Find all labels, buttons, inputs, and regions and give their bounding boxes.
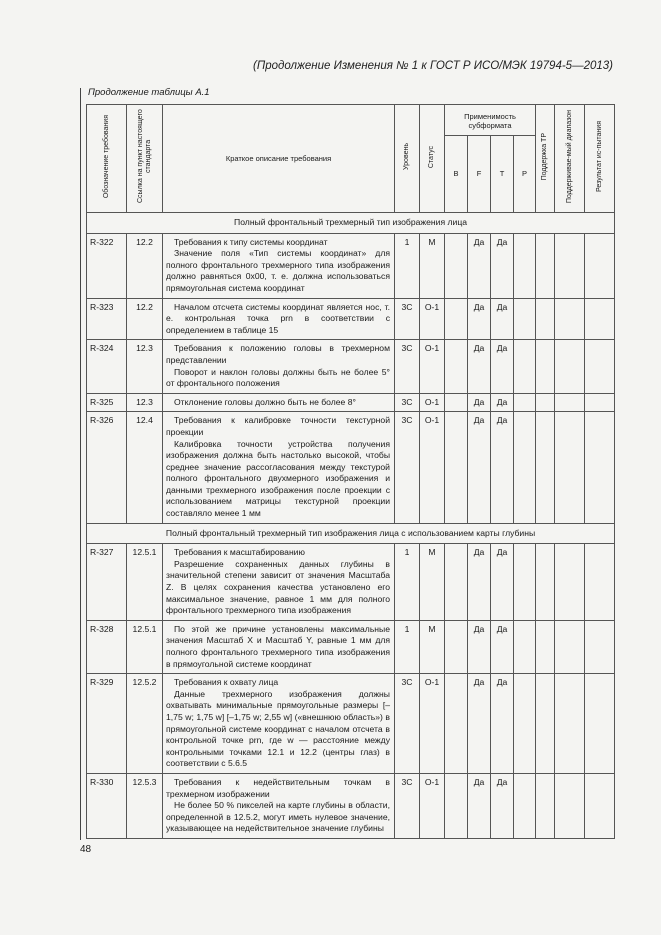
sub-t-cell: Да bbox=[491, 620, 514, 673]
table-row bbox=[87, 544, 615, 621]
table-row bbox=[87, 674, 615, 774]
description-paragraph: Разрешение сохраненных данных глубины в значительной степени зависит от значения Масштаба Z. В целях сохранения качества установлено его максимальное значение, равное 1 мм для полного фронтального трехмерного типа изображения bbox=[166, 558, 390, 616]
requirement-id: R-324 bbox=[87, 340, 127, 393]
sub-p-cell bbox=[514, 412, 536, 523]
sub-p-cell bbox=[514, 340, 536, 393]
range-cell bbox=[555, 298, 585, 340]
level-cell: 3С bbox=[395, 773, 420, 838]
sub-b-cell bbox=[445, 412, 468, 523]
col-t-header: Т bbox=[491, 136, 514, 213]
sub-p-cell bbox=[514, 674, 536, 774]
sub-t-cell: Да bbox=[491, 544, 514, 621]
sub-t-cell: Да bbox=[491, 340, 514, 393]
status-cell: M bbox=[420, 620, 445, 673]
status-cell: О-1 bbox=[420, 674, 445, 774]
tp-support-cell bbox=[536, 340, 555, 393]
sub-b-cell bbox=[445, 393, 468, 412]
clause-ref: 12.5.1 bbox=[127, 544, 163, 621]
col-desc-header: Краткое описание требования bbox=[163, 105, 395, 213]
level-cell: 1 bbox=[395, 620, 420, 673]
range-cell bbox=[555, 674, 585, 774]
sub-f-cell: Да bbox=[468, 773, 491, 838]
section-row bbox=[87, 213, 615, 234]
sub-p-cell bbox=[514, 233, 536, 298]
clause-ref: 12.5.1 bbox=[127, 620, 163, 673]
sub-f-cell: Да bbox=[468, 393, 491, 412]
header-row-1 bbox=[87, 105, 615, 136]
col-level-header: Уровень bbox=[395, 105, 420, 213]
tp-support-cell bbox=[536, 773, 555, 838]
requirement-description bbox=[163, 674, 395, 774]
sub-t-cell: Да bbox=[491, 674, 514, 774]
tp-support-cell bbox=[536, 233, 555, 298]
status-cell: О-1 bbox=[420, 773, 445, 838]
description-paragraph: Требования к положению головы в трехмерном представлении bbox=[166, 343, 390, 365]
tp-support-cell bbox=[536, 544, 555, 621]
sub-b-cell bbox=[445, 544, 468, 621]
requirements-table bbox=[86, 104, 615, 839]
table-row bbox=[87, 620, 615, 673]
sub-p-cell bbox=[514, 620, 536, 673]
result-cell bbox=[585, 233, 615, 298]
margin-bar bbox=[80, 88, 81, 840]
sub-f-cell: Да bbox=[468, 674, 491, 774]
requirement-id: R-323 bbox=[87, 298, 127, 340]
level-cell: 3С bbox=[395, 298, 420, 340]
sub-p-cell bbox=[514, 393, 536, 412]
tp-support-cell bbox=[536, 620, 555, 673]
clause-ref: 12.3 bbox=[127, 393, 163, 412]
col-p-header: Р bbox=[514, 136, 536, 213]
col-range-header: Поддерживае-мый диапазон bbox=[555, 105, 585, 213]
description-paragraph: По этой же причине установлены максимальные значения Масштаб X и Масштаб Y, равные 1 мм для полного фронтального трехмерного типа изображения в прямоугольной системе координат bbox=[166, 623, 390, 669]
level-cell: 3С bbox=[395, 340, 420, 393]
col-result-header: Результат ис-пытания bbox=[585, 105, 615, 213]
col-id-header: Обозначение требования bbox=[87, 105, 127, 213]
col-ref-header: Ссылка на пункт настоящего стандарта bbox=[127, 105, 163, 213]
clause-ref: 12.5.3 bbox=[127, 773, 163, 838]
sub-t-cell: Да bbox=[491, 298, 514, 340]
range-cell bbox=[555, 544, 585, 621]
level-cell: 3С bbox=[395, 674, 420, 774]
col-status-header: Статус bbox=[420, 105, 445, 213]
sub-p-cell bbox=[514, 298, 536, 340]
level-cell: 1 bbox=[395, 233, 420, 298]
result-cell bbox=[585, 674, 615, 774]
sub-f-cell: Да bbox=[468, 340, 491, 393]
clause-ref: 12.4 bbox=[127, 412, 163, 523]
result-cell bbox=[585, 393, 615, 412]
status-cell: M bbox=[420, 544, 445, 621]
range-cell bbox=[555, 412, 585, 523]
result-cell bbox=[585, 340, 615, 393]
result-cell bbox=[585, 773, 615, 838]
sub-f-cell: Да bbox=[468, 620, 491, 673]
range-cell bbox=[555, 773, 585, 838]
col-applicability-header: Применимость субформата bbox=[445, 105, 536, 136]
requirement-id: R-322 bbox=[87, 233, 127, 298]
requirement-id: R-327 bbox=[87, 544, 127, 621]
sub-f-cell: Да bbox=[468, 412, 491, 523]
requirement-id: R-326 bbox=[87, 412, 127, 523]
col-b-header: В bbox=[445, 136, 468, 213]
table-caption: Продолжение таблицы А.1 bbox=[88, 87, 210, 98]
sub-p-cell bbox=[514, 773, 536, 838]
level-cell: 3С bbox=[395, 412, 420, 523]
status-cell: О-1 bbox=[420, 298, 445, 340]
description-paragraph: Требования к типу системы координат bbox=[174, 236, 328, 247]
page-number: 48 bbox=[80, 844, 92, 855]
requirement-id: R-325 bbox=[87, 393, 127, 412]
sub-f-cell: Да bbox=[468, 544, 491, 621]
section-row bbox=[87, 523, 615, 544]
sub-t-cell: Да bbox=[491, 412, 514, 523]
level-cell: 1 bbox=[395, 544, 420, 621]
section-title: Полный фронтальный трехмерный тип изображения лица bbox=[87, 213, 615, 234]
result-cell bbox=[585, 298, 615, 340]
sub-b-cell bbox=[445, 340, 468, 393]
document-header: (Продолжение Изменения № 1 к ГОСТ Р ИСО/МЭК 19794-5—2013) bbox=[253, 60, 613, 72]
sub-b-cell bbox=[445, 298, 468, 340]
clause-ref: 12.5.2 bbox=[127, 674, 163, 774]
requirement-description bbox=[163, 340, 395, 393]
requirement-description bbox=[163, 393, 395, 412]
range-cell bbox=[555, 233, 585, 298]
requirement-description bbox=[163, 773, 395, 838]
description-paragraph: Не более 50 % пикселей на карте глубины в области, определенной в 12.5.2, могут иметь нулевое значение, указывающее на недействительное значение глубины bbox=[166, 800, 390, 834]
table-row bbox=[87, 298, 615, 340]
result-cell bbox=[585, 412, 615, 523]
level-cell: 3С bbox=[395, 393, 420, 412]
sub-f-cell: Да bbox=[468, 233, 491, 298]
clause-ref: 12.2 bbox=[127, 233, 163, 298]
range-cell bbox=[555, 620, 585, 673]
requirement-description bbox=[163, 620, 395, 673]
range-cell bbox=[555, 340, 585, 393]
col-tp-header: Поддержка ТР bbox=[536, 105, 555, 213]
requirement-description bbox=[163, 233, 395, 298]
description-paragraph: Отклонение головы должно быть не более 8° bbox=[174, 396, 356, 407]
col-f-header: F bbox=[468, 136, 491, 213]
table-row bbox=[87, 393, 615, 412]
description-paragraph: Требования к калибровке точности текстурной проекции bbox=[166, 415, 390, 437]
status-cell: О-1 bbox=[420, 393, 445, 412]
description-paragraph: Требования к недействительным точкам в трехмерном изображении bbox=[166, 776, 390, 799]
description-paragraph: Данные трехмерного изображения должны охватывать минимальные прямоугольные размеры [–1,75 w; 1,75 w] [–1,75 w; 2,55 w] («внешнюю область») в прямоугольной системе координат с началом отсчета в контрольной точке prn, где w — расстояние между контрольными точками 12.1 и 12.2 (центры глаз) в соответствии с 5.6.5 bbox=[166, 688, 390, 769]
requirement-description bbox=[163, 412, 395, 523]
description-paragraph: Калибровка точности устройства получения изображения должна быть настолько высокой, чтобы среднее значение рассогласования между текстурой полного фронтального двухмерного изображения и данными трехмерного изображения после проекции с использованием матрицы текстурной проекции составляло менее 1 мм bbox=[166, 438, 390, 519]
tp-support-cell bbox=[536, 674, 555, 774]
requirement-description bbox=[163, 544, 395, 621]
requirement-id: R-329 bbox=[87, 674, 127, 774]
sub-t-cell: Да bbox=[491, 393, 514, 412]
requirement-id: R-328 bbox=[87, 620, 127, 673]
range-cell bbox=[555, 393, 585, 412]
status-cell: О-1 bbox=[420, 340, 445, 393]
result-cell bbox=[585, 620, 615, 673]
sub-t-cell: Да bbox=[491, 233, 514, 298]
table-row bbox=[87, 233, 615, 298]
description-paragraph: Значение поля «Тип системы координат» для полного фронтального трехмерного типа изображения должно равняться 0x00, т. е. должна использоваться прямоугольная система координат bbox=[166, 248, 390, 293]
sub-f-cell: Да bbox=[468, 298, 491, 340]
tp-support-cell bbox=[536, 412, 555, 523]
sub-b-cell bbox=[445, 620, 468, 673]
sub-b-cell bbox=[445, 773, 468, 838]
sub-b-cell bbox=[445, 674, 468, 774]
requirement-id: R-330 bbox=[87, 773, 127, 838]
description-paragraph: Требования к охвату лица bbox=[174, 677, 279, 688]
description-paragraph: Требования к масштабированию bbox=[174, 547, 305, 558]
table-row bbox=[87, 340, 615, 393]
clause-ref: 12.2 bbox=[127, 298, 163, 340]
tp-support-cell bbox=[536, 393, 555, 412]
sub-b-cell bbox=[445, 233, 468, 298]
description-paragraph: Началом отсчета системы координат является нос, т. е. контрольная точка prn в соответствии с определением в таблице 15 bbox=[166, 301, 390, 335]
status-cell: M bbox=[420, 233, 445, 298]
section-title: Полный фронтальный трехмерный тип изображения лица с использованием карты глубины bbox=[87, 523, 615, 544]
clause-ref: 12.3 bbox=[127, 340, 163, 393]
table-row bbox=[87, 412, 615, 523]
sub-p-cell bbox=[514, 544, 536, 621]
result-cell bbox=[585, 544, 615, 621]
description-paragraph: Поворот и наклон головы должны быть не более 5° от фронтального положения bbox=[166, 366, 390, 389]
table-row bbox=[87, 773, 615, 838]
sub-t-cell: Да bbox=[491, 773, 514, 838]
status-cell: О-1 bbox=[420, 412, 445, 523]
tp-support-cell bbox=[536, 298, 555, 340]
requirement-description bbox=[163, 298, 395, 340]
